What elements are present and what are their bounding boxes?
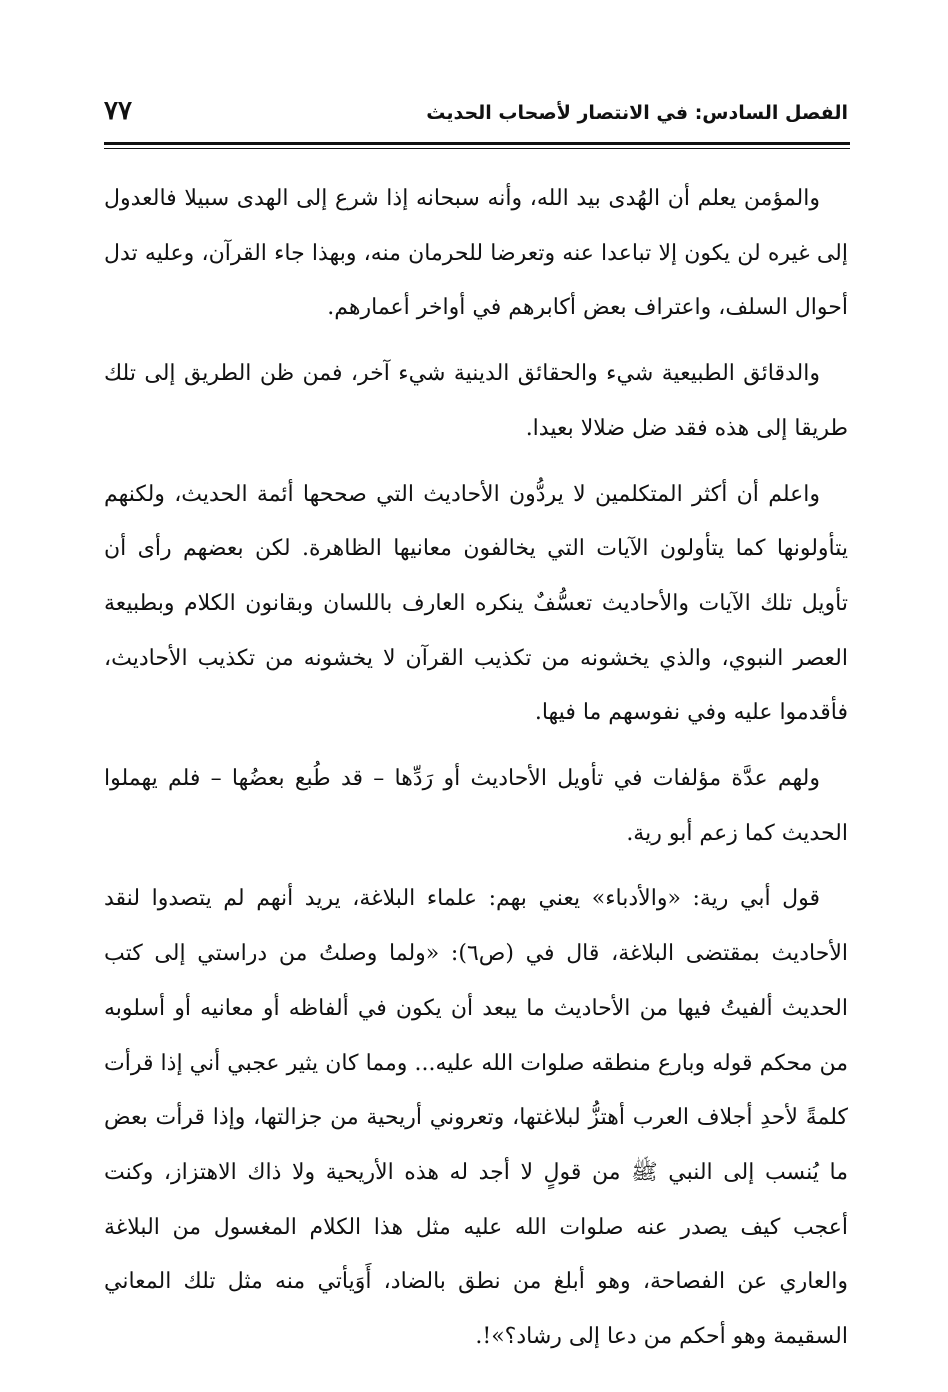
paragraph: والدقائق الطبيعية شيء والحقائق الدينية شيء آخر، فمن ظن الطريق إلى تلك طريقا إلى هذه فقد ضل ضلالا بعيدا. — [104, 361, 848, 441]
header-rule-thick — [104, 142, 850, 145]
chapter-title: الفصل السادس: في الانتصار لأصحاب الحديث — [426, 102, 848, 124]
paragraph: قول أبي رية: «والأدباء» يعني بهم: علماء البلاغة، يريد أنهم لم يتصدوا لنقد الأحاديث بمقتضى البلاغة، قال في (ص٦): «ولما وصلتُ من دراستي إلى كتب الحديث ألفيتُ فيها من الأحاديث ما يبعد أن يكون في ألفاظه أو معانيه أو أسلوبه من محكم قوله وبارع منطقه صلوات الله عليه... ومما كان يثير عجبي أني إذا قرأت كلمةً لأحدِ أجلاف العرب أهتزُّ لبلاغتها، وتعروني أريحية من جزالتها، وإذا قرأت بعض ما يُنسب إلى النبي ﷺ من قولٍ لا أجد له هذه الأريحية ولا ذاك الاهتزاز، وكنت أعجب كيف يصدر عنه صلوات الله عليه مثل هذا الكلام المغسول من البلاغة والعاري عن الفصاحة، وهو أبلغ من نطق بالضاد، أَوَيأتي منه مثل تلك المعاني السقيمة وهو أحكم من دعا إلى رشاد؟»!. — [104, 886, 848, 1350]
paragraph: ولهم عدَّة مؤلفات في تأويل الأحاديث أو رَدِّها – قد طُبع بعضُها – فلم يهملوا الحديث كما زعم أبو رية. — [104, 766, 848, 846]
page-header — [104, 92, 848, 142]
body-text — [104, 172, 848, 1376]
page-number: ٧٧ — [104, 96, 132, 126]
paragraph: والمؤمن يعلم أن الهُدى بيد الله، وأنه سبحانه إذا شرع إلى الهدى سبيلا فالعدول إلى غيره لن يكون إلا تباعدا عنه وتعرضا للحرمان منه، وبهذا جاء القرآن، وعليه تدل أحوال السلف، واعتراف بعض أكابرهم في أواخر أعمارهم. — [104, 186, 848, 321]
paragraph: واعلم أن أكثر المتكلمين لا يردُّون الأحاديث التي صححها أئمة الحديث، ولكنهم يتأولونها كما يتأولون الآيات التي يخالفون معانيها الظاهرة. لكن بعضهم رأى أن تأويل تلك الآيات والأحاديث تعسُّفٌ ينكره العارف باللسان وبقانون الكلام وبطبيعة العصر النبوي، والذي يخشونه من تكذيب القرآن لا يخشونه من تكذيب الأحاديث، فأقدموا عليه وفي نفوسهم ما فيها. — [104, 481, 848, 726]
header-rule-thin — [104, 148, 850, 149]
